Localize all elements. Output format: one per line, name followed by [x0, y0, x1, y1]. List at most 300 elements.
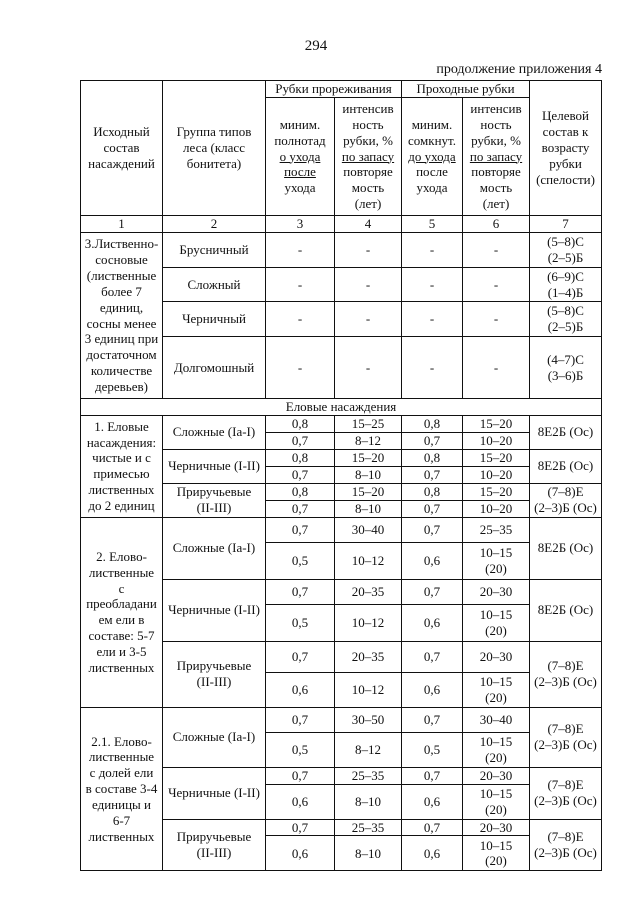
- min-closure-value: [402, 784, 463, 819]
- passing-intensity-value-text: 10–15: [479, 733, 513, 749]
- min-closure-value-text: 0,7: [423, 432, 441, 448]
- intensity-value-text: 8–10: [355, 845, 381, 861]
- passing-intensity-value: [463, 641, 530, 672]
- column-number: [463, 216, 530, 233]
- forest-type: [163, 641, 266, 707]
- target-composition-text: (7–8)Е: [547, 484, 584, 500]
- header-min-closure-text: миним.: [411, 116, 453, 132]
- intensity-value: [335, 466, 402, 483]
- min-density-value-text: 0,5: [291, 552, 309, 568]
- passing-intensity-value-text: 10–15: [479, 837, 513, 853]
- intensity-value-text: 25–35: [351, 819, 385, 835]
- intensity-value-text: 15–25: [351, 415, 385, 431]
- header-intensity-passing-text: рубки, %: [471, 132, 521, 148]
- min-density-value-text: 0,7: [291, 432, 309, 448]
- header-intensity-thinning-text: повторяе: [343, 164, 393, 180]
- intensity-value: [335, 483, 402, 500]
- target-composition-text: (2–5)Б: [547, 250, 584, 265]
- min-closure-value: [402, 707, 463, 732]
- target-composition-text: (4–7)С: [547, 351, 584, 367]
- intensity-value: [335, 732, 402, 767]
- intensity-value-text: 8–12: [355, 432, 381, 448]
- intensity-value: [335, 337, 402, 399]
- source-composition-text: деревьев): [95, 378, 148, 394]
- min-density-value: [266, 415, 335, 432]
- passing-intensity-value: [463, 732, 530, 767]
- passing-intensity-value-text: 15–20: [479, 415, 513, 431]
- intensity-value-text: 15–20: [351, 449, 385, 465]
- passing-intensity-value-text: 15–20: [479, 449, 513, 465]
- header-source-composition-text: состав: [103, 140, 140, 156]
- target-composition: [530, 641, 602, 707]
- forest-type: [163, 579, 266, 641]
- min-closure-value: [402, 672, 463, 707]
- min-density-value: [266, 233, 335, 268]
- source-composition-text: ем ели в: [98, 612, 145, 628]
- header-intensity-thinning-text: рубки, %: [343, 132, 393, 148]
- target-composition: [530, 579, 602, 641]
- intensity-value: [335, 449, 402, 466]
- source-composition-text: достаточном: [86, 347, 157, 363]
- intensity-value: [335, 432, 402, 449]
- passing-intensity-value-text: 10–15: [479, 785, 513, 801]
- target-composition-text: 8Е2Б (Ос): [537, 458, 594, 474]
- target-composition: [530, 483, 602, 517]
- min-density-value: [266, 604, 335, 641]
- intensity-value: [335, 233, 402, 268]
- header-target-composition-text: возрасту: [541, 140, 590, 156]
- min-closure-value: [402, 732, 463, 767]
- forest-type-text: Сложный: [187, 276, 241, 292]
- header-intensity-thinning: [335, 98, 402, 216]
- passing-intensity-value-text: -: [493, 242, 499, 258]
- source-composition-text: более 7: [101, 283, 142, 299]
- header-target-composition-text: (спелости): [536, 171, 595, 187]
- min-closure-value-text: -: [429, 276, 435, 292]
- intensity-value-text: -: [365, 242, 371, 258]
- min-closure-value-text: 0,7: [423, 521, 441, 537]
- forest-type: [163, 449, 266, 483]
- header-target-composition-text: Целевой: [542, 108, 589, 124]
- target-composition-text: (3–6)Б: [547, 367, 584, 383]
- forest-thinning-table: [80, 80, 602, 871]
- forest-type-text: Долгомошный: [173, 359, 255, 375]
- passing-intensity-value-text: 30–40: [479, 711, 513, 727]
- min-closure-value-text: 0,7: [423, 583, 441, 599]
- intensity-value-text: 8–10: [355, 793, 381, 809]
- min-closure-value: [402, 415, 463, 432]
- min-closure-value: [402, 641, 463, 672]
- source-composition-text: лиственных: [88, 482, 155, 498]
- min-closure-value-text: 0,8: [423, 449, 441, 465]
- intensity-value: [335, 767, 402, 784]
- intensity-value-text: 8–10: [355, 466, 381, 482]
- intensity-value: [335, 542, 402, 579]
- min-density-value-text: -: [297, 311, 303, 327]
- header-min-density-text: миним.: [279, 116, 321, 132]
- passing-intensity-value-text: 10–15: [479, 606, 513, 622]
- min-density-value-text: 0,6: [291, 793, 309, 809]
- passing-intensity-value: [463, 415, 530, 432]
- source-composition-text: 2. Елово-: [96, 548, 147, 564]
- source-composition-text: 1. Еловые: [94, 418, 149, 434]
- min-density-value: [266, 672, 335, 707]
- min-density-value: [266, 517, 335, 542]
- min-density-value: [266, 641, 335, 672]
- min-closure-value: [402, 604, 463, 641]
- source-composition: [81, 233, 163, 399]
- target-composition: [530, 415, 602, 449]
- passing-intensity-value: [463, 707, 530, 732]
- source-composition-text: (лиственные: [86, 267, 157, 283]
- header-source-composition: [81, 81, 163, 216]
- forest-type-text: Черничные (I-II): [168, 602, 260, 618]
- target-composition-text: (7–8)Е: [547, 721, 584, 737]
- header-intensity-passing-text: мость: [479, 180, 513, 196]
- intensity-value-text: 30–50: [351, 711, 385, 727]
- source-composition-text: в составе 3-4: [85, 781, 158, 797]
- min-density-value: [266, 732, 335, 767]
- passing-intensity-value: [463, 604, 530, 641]
- min-density-value-text: 0,5: [291, 741, 309, 757]
- target-composition: [530, 707, 602, 767]
- passing-intensity-value-text: (20): [485, 689, 507, 705]
- min-closure-value: [402, 302, 463, 337]
- min-closure-value: [402, 337, 463, 399]
- column-number-text: 4: [364, 216, 372, 232]
- min-closure-value-text: 0,5: [423, 741, 441, 757]
- header-intensity-passing-text: интенсив: [470, 100, 522, 116]
- source-composition-text: количестве: [90, 363, 153, 379]
- column-number: [530, 216, 602, 233]
- passing-intensity-value-text: (20): [485, 622, 507, 638]
- target-composition-text: (7–8)Е: [547, 777, 584, 793]
- source-composition-text: 3 единиц при: [84, 331, 159, 347]
- forest-type: [163, 819, 266, 871]
- min-closure-value-text: -: [429, 311, 435, 327]
- passing-intensity-value-text: (20): [485, 749, 507, 765]
- forest-type-text: Приручьевые: [176, 484, 252, 500]
- min-closure-value-text: 0,6: [423, 845, 441, 861]
- source-composition-text: единицы и: [92, 797, 151, 812]
- target-composition-text: (2–3)Б (Ос): [534, 500, 597, 516]
- min-density-value-text: -: [297, 359, 303, 375]
- forest-type-text: Брусничный: [179, 242, 249, 258]
- source-composition-text: лиственные: [88, 749, 155, 765]
- source-composition-text: лиственных: [88, 659, 155, 675]
- min-density-value-text: 0,8: [291, 449, 309, 465]
- column-number: [266, 216, 335, 233]
- min-closure-value: [402, 449, 463, 466]
- min-closure-value: [402, 767, 463, 784]
- source-composition-text: единиц,: [99, 299, 144, 315]
- min-density-value: [266, 302, 335, 337]
- target-composition-text: (2–3)Б (Ос): [534, 793, 597, 809]
- source-composition-text: 2.1. Елово-: [91, 733, 152, 749]
- min-density-value-text: 0,7: [291, 648, 309, 664]
- intensity-value-text: 10–12: [351, 614, 385, 630]
- passing-intensity-value: [463, 836, 530, 871]
- passing-intensity-value: [463, 302, 530, 337]
- min-density-value-text: 0,7: [291, 521, 309, 537]
- target-composition-text: 8Е2Б (Ос): [537, 424, 594, 440]
- passing-intensity-value-text: 10–20: [479, 432, 513, 448]
- min-density-value: [266, 836, 335, 871]
- target-composition-text: (1–4)Б: [547, 284, 584, 300]
- min-density-value-text: 0,7: [291, 767, 309, 783]
- header-thinning: [266, 81, 402, 98]
- intensity-value-text: 20–35: [351, 583, 385, 599]
- source-composition-text: 3.Лиственно-: [84, 236, 159, 252]
- column-number-text: 7: [562, 216, 569, 232]
- header-thinning-text: Рубки прореживания: [275, 81, 392, 97]
- header-target-composition: [530, 81, 602, 216]
- intensity-value-text: -: [365, 276, 371, 292]
- intensity-value: [335, 415, 402, 432]
- min-closure-value-text: 0,6: [423, 793, 441, 809]
- header-forest-type-group: [163, 81, 266, 216]
- passing-intensity-value: [463, 337, 530, 399]
- header-min-closure: [402, 98, 463, 216]
- target-composition-text: (5–8)С: [547, 234, 584, 250]
- source-composition-text: лиственные: [88, 564, 155, 580]
- min-closure-value-text: 0,6: [423, 614, 441, 630]
- passing-intensity-value-text: 20–30: [479, 648, 513, 664]
- intensity-value: [335, 784, 402, 819]
- passing-intensity-value: [463, 483, 530, 500]
- header-min-closure-text: после: [416, 164, 448, 180]
- min-closure-value-text: 0,7: [423, 648, 441, 664]
- continuation-label: продолжение приложения 4: [436, 62, 602, 77]
- target-composition-text: (2–3)Б (Ос): [534, 737, 597, 753]
- min-closure-value-text: 0,6: [423, 681, 441, 697]
- min-density-value: [266, 542, 335, 579]
- forest-type: [163, 268, 266, 302]
- passing-intensity-value-text: -: [493, 359, 499, 375]
- header-min-closure-text: до ухода: [408, 148, 456, 164]
- source-composition-text: сосновые: [95, 252, 148, 268]
- min-density-value: [266, 707, 335, 732]
- min-density-value-text: 0,6: [291, 681, 309, 697]
- forest-type: [163, 707, 266, 767]
- passing-intensity-value-text: 20–30: [479, 583, 513, 599]
- section-title-spruce: [81, 399, 602, 416]
- passing-intensity-value-text: (20): [485, 801, 507, 817]
- target-composition-text: 8Е2Б (Ос): [537, 540, 594, 556]
- source-composition-text: лиственных: [88, 828, 155, 844]
- column-number-text: 2: [210, 216, 218, 232]
- column-number-text: 3: [296, 216, 304, 232]
- min-density-value-text: 0,7: [291, 583, 309, 599]
- page-number: 294: [304, 38, 328, 54]
- target-composition: [530, 302, 602, 337]
- intensity-value: [335, 517, 402, 542]
- header-min-closure-text: сомкнут.: [408, 132, 456, 148]
- min-closure-value: [402, 483, 463, 500]
- intensity-value: [335, 819, 402, 836]
- forest-type-text: Черничный: [182, 311, 246, 327]
- passing-intensity-value: [463, 466, 530, 483]
- min-closure-value-text: 0,7: [423, 500, 441, 516]
- min-density-value-text: 0,7: [291, 711, 309, 727]
- target-composition: [530, 517, 602, 579]
- intensity-value-text: -: [365, 311, 371, 327]
- passing-intensity-value-text: 20–30: [479, 819, 513, 835]
- min-density-value-text: 0,7: [291, 500, 309, 516]
- passing-intensity-value: [463, 500, 530, 517]
- intensity-value: [335, 641, 402, 672]
- passing-intensity-value-text: 10–20: [479, 500, 513, 516]
- forest-type-text: (II-III): [196, 674, 232, 690]
- column-number-text: 6: [492, 216, 500, 232]
- passing-intensity-value: [463, 672, 530, 707]
- forest-type-text: Сложные (Iа-I): [172, 729, 256, 745]
- passing-intensity-value-text: 25–35: [479, 521, 513, 537]
- passing-intensity-value: [463, 432, 530, 449]
- intensity-value: [335, 302, 402, 337]
- header-forest-type-group-text: бонитета): [186, 155, 242, 171]
- min-density-value-text: 0,8: [291, 415, 309, 431]
- intensity-value: [335, 672, 402, 707]
- min-closure-value: [402, 500, 463, 517]
- column-number-text: 5: [428, 216, 436, 232]
- forest-type: [163, 767, 266, 819]
- header-intensity-thinning-text: по запасу: [341, 148, 395, 164]
- min-closure-value-text: 0,7: [423, 466, 441, 482]
- min-density-value: [266, 432, 335, 449]
- source-composition-text: чистые и с: [92, 450, 151, 466]
- min-closure-value: [402, 836, 463, 871]
- header-intensity-passing-text: ность: [480, 116, 512, 132]
- passing-intensity-value: [463, 579, 530, 604]
- passing-intensity-value-text: 10–15: [479, 544, 513, 560]
- min-closure-value-text: 0,8: [423, 483, 441, 499]
- min-density-value-text: -: [297, 242, 303, 258]
- intensity-value-text: 8–10: [355, 500, 381, 516]
- passing-intensity-value-text: 10–15: [479, 673, 513, 689]
- passing-intensity-value: [463, 819, 530, 836]
- min-density-value-text: -: [297, 276, 303, 292]
- section-title-spruce-text: Еловые насаждения: [285, 399, 397, 414]
- header-intensity-thinning-text: (лет): [354, 196, 382, 212]
- target-composition-text: (7–8)Е: [547, 829, 584, 845]
- header-passing-cuts-text: Проходные рубки: [416, 81, 515, 97]
- min-density-value: [266, 483, 335, 500]
- header-min-density: [266, 98, 335, 216]
- source-composition-text: ели и 3-5: [96, 643, 147, 659]
- column-number: [335, 216, 402, 233]
- target-composition: [530, 819, 602, 871]
- header-intensity-thinning-text: мость: [351, 180, 385, 196]
- min-density-value: [266, 579, 335, 604]
- min-closure-value-text: 0,8: [423, 415, 441, 431]
- intensity-value-text: 15–20: [351, 483, 385, 499]
- forest-type-text: (II-III): [196, 845, 232, 860]
- min-density-value: [266, 784, 335, 819]
- forest-type-text: Черничные (I-II): [168, 458, 260, 474]
- header-forest-type-group-text: Группа типов: [176, 124, 252, 140]
- forest-type: [163, 415, 266, 449]
- min-density-value-text: 0,7: [291, 466, 309, 482]
- target-composition-text: (2–3)Б (Ос): [534, 674, 597, 690]
- target-composition-text: (2–5)Б: [547, 319, 584, 334]
- passing-intensity-value-text: 15–20: [479, 483, 513, 499]
- passing-intensity-value: [463, 542, 530, 579]
- intensity-value-text: 30–40: [351, 521, 385, 537]
- min-closure-value: [402, 233, 463, 268]
- min-closure-value: [402, 579, 463, 604]
- source-composition-text: сосны менее: [86, 315, 157, 331]
- min-density-value-text: 0,6: [291, 845, 309, 861]
- min-closure-value-text: 0,7: [423, 767, 441, 783]
- min-closure-value: [402, 542, 463, 579]
- target-composition-text: (6–9)С: [547, 268, 584, 284]
- forest-type: [163, 517, 266, 579]
- min-density-value: [266, 466, 335, 483]
- header-min-density-text: ухода: [284, 180, 316, 196]
- min-closure-value-text: -: [429, 359, 435, 375]
- passing-intensity-value: [463, 449, 530, 466]
- min-closure-value: [402, 466, 463, 483]
- forest-type: [163, 302, 266, 337]
- header-target-composition-text: состав к: [542, 124, 589, 140]
- target-composition-text: (2–3)Б (Ос): [534, 845, 597, 860]
- target-composition-text: (5–8)С: [547, 303, 584, 319]
- intensity-value-text: 20–35: [351, 648, 385, 664]
- intensity-value: [335, 268, 402, 302]
- forest-type-text: Приручьевые: [176, 658, 252, 674]
- passing-intensity-value-text: (20): [485, 560, 507, 576]
- intensity-value: [335, 604, 402, 641]
- column-number: [163, 216, 266, 233]
- header-forest-type-group-text: леса (класс: [183, 140, 245, 156]
- min-density-value-text: 0,5: [291, 614, 309, 630]
- forest-type-text: Приручьевые: [176, 829, 252, 845]
- min-closure-value: [402, 268, 463, 302]
- passing-intensity-value: [463, 268, 530, 302]
- target-composition: [530, 767, 602, 819]
- passing-intensity-value-text: 20–30: [479, 767, 513, 783]
- min-density-value: [266, 767, 335, 784]
- intensity-value: [335, 500, 402, 517]
- passing-intensity-value: [463, 233, 530, 268]
- target-composition: [530, 337, 602, 399]
- header-intensity-thinning-text: ность: [352, 116, 384, 132]
- intensity-value: [335, 579, 402, 604]
- source-composition-text: составе: 5-7: [88, 628, 155, 644]
- min-density-value: [266, 500, 335, 517]
- min-density-value: [266, 337, 335, 399]
- header-source-composition-text: насаждений: [88, 155, 155, 171]
- passing-intensity-value-text: -: [493, 276, 499, 292]
- header-intensity-passing-text: по запасу: [469, 148, 523, 164]
- source-composition-text: примесью: [93, 466, 150, 482]
- column-number-text: 1: [118, 216, 125, 232]
- min-closure-value-text: -: [429, 242, 435, 258]
- min-density-value-text: 0,8: [291, 483, 309, 499]
- source-composition-text: преобладани: [86, 596, 157, 612]
- source-composition-text: насаждения:: [86, 434, 157, 450]
- header-min-density-text: полнотад: [274, 132, 326, 148]
- min-density-value: [266, 819, 335, 836]
- passing-intensity-value: [463, 767, 530, 784]
- column-number: [81, 216, 163, 233]
- min-closure-value-text: 0,6: [423, 552, 441, 568]
- forest-type-text: Черничные (I-II): [168, 785, 260, 801]
- intensity-value-text: 10–12: [351, 552, 385, 568]
- intensity-value: [335, 707, 402, 732]
- forest-type: [163, 483, 266, 517]
